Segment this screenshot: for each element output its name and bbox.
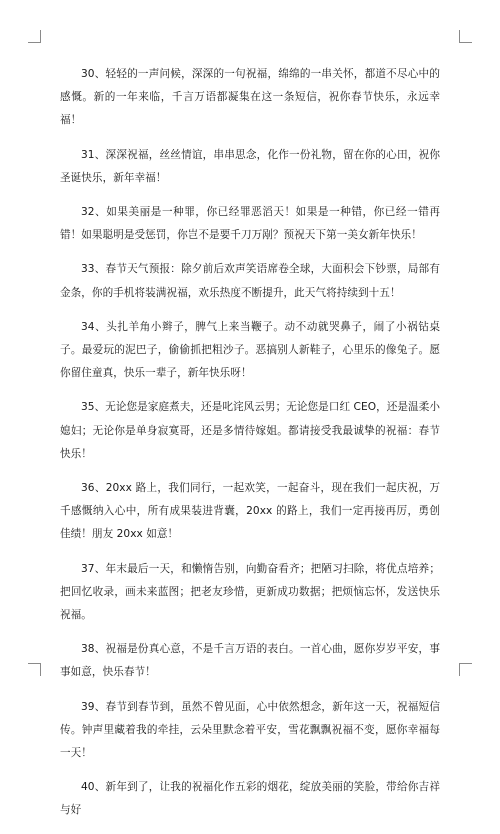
paragraph-38 xyxy=(60,638,440,684)
crop-mark-top-right xyxy=(459,30,472,43)
paragraph-39 xyxy=(60,696,440,766)
paragraph-36 xyxy=(60,477,440,547)
paragraph-31 xyxy=(60,144,440,190)
paragraph-text: 深深祝福，丝丝情谊，串串思念，化作一份礼物，留在你的心田，祝你圣诞快乐，新年幸福！ xyxy=(60,148,440,184)
crop-mark-top-left xyxy=(28,30,41,43)
paragraph-text: 无论您是家庭煮夫，还是叱诧风云男；无论您是口红 CEO，还是温柔小媳妇；无论你是单身寂寞哥，还是多情待嫁姐。都请接受我最诚挚的祝福：春节快乐！ xyxy=(60,401,440,460)
paragraph-number: 31、 xyxy=(81,148,106,161)
paragraph-text: 20xx 路上，我们同行，一起欢笑，一起奋斗，现在我们一起庆祝，万千感慨纳入心中，所有成果装进背囊，20xx 的路上，我们一定再接再厉，勇创佳绩！朋友 20xx 如意！ xyxy=(60,482,440,541)
document-body xyxy=(60,63,440,834)
paragraph-text: 祝福是份真心意，不是千言万语的表白。一首心曲，愿你岁岁平安，事事如意，快乐春节！ xyxy=(60,643,440,679)
paragraph-37 xyxy=(60,558,440,628)
paragraph-text: 年末最后一天，和懒惰告别，向勤奋看齐；把陋习扫除，将优点培养；把回忆收录，画未来蓝图；把老友珍惜，更新成功数据；把烦恼忘怀，发送快乐祝福。 xyxy=(60,562,440,622)
paragraph-number: 32、 xyxy=(81,206,107,219)
crop-mark-bottom-left xyxy=(28,663,41,676)
paragraph-number: 40、 xyxy=(81,781,106,794)
paragraph-30 xyxy=(60,63,440,133)
paragraph-number: 34、 xyxy=(81,320,107,333)
paragraph-number: 30、 xyxy=(81,68,106,80)
paragraph-text: 头扎羊角小辫子，脾气上来当鞭子。动不动就哭鼻子，闹了小祸钻桌子。最爱玩的泥巴子，偷偷抓把粗沙子。恶搞别人新鞋子，心里乐的像兔子。愿你留住童真，快乐一辈子，新年快乐呀！ xyxy=(60,320,440,380)
paragraph-text: 轻轻的一声问候，深深的一句祝福，绵绵的一串关怀，都道不尽心中的感慨。新的一年来临，千言万语都凝集在这一条短信，祝你春节快乐，永远幸福！ xyxy=(60,68,440,127)
paragraph-number: 33、 xyxy=(81,263,106,276)
paragraph-33 xyxy=(60,258,440,304)
paragraph-number: 35、 xyxy=(81,401,106,414)
paragraph-number: 37、 xyxy=(81,562,106,575)
paragraph-text: 春节到春节到，虽然不曾见面，心中依然想念，新年这一天，祝福短信传。钟声里藏着我的牵挂，云朵里默念着平安，雪花飘飘祝福不变，愿你幸福每一天！ xyxy=(60,700,440,760)
paragraph-40 xyxy=(60,776,440,822)
paragraph-text: 新年到了，让我的祝福化作五彩的烟花，绽放美丽的笑脸，带给你吉祥与好 xyxy=(60,781,440,817)
paragraph-number: 36、 xyxy=(81,482,106,495)
paragraph-34 xyxy=(60,316,440,386)
paragraph-text: 如果美丽是一种罪，你已经罪恶滔天！如果是一种错，你已经一错再错！如果聪明是受惩罚，你岂不是要千刀万剐？预祝天下第一美女新年快乐！ xyxy=(60,206,440,242)
crop-mark-bottom-right xyxy=(459,663,472,676)
paragraph-number: 38、 xyxy=(81,643,106,656)
paragraph-text: 春节天气预报：除夕前后欢声笑语席卷全球，大面积会下钞票，局部有金条，你的手机将装满祝福，欢乐热度不断提升，此天气将持续到十五！ xyxy=(60,263,440,299)
paragraph-32 xyxy=(60,201,440,247)
paragraph-35 xyxy=(60,396,440,466)
paragraph-number: 39、 xyxy=(81,700,106,713)
